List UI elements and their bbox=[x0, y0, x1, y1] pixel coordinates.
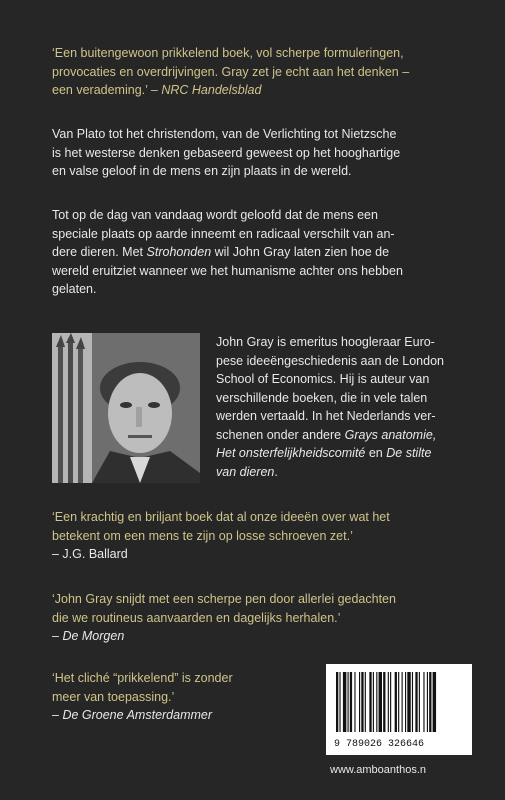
barcode-bar bbox=[361, 672, 363, 732]
review-quote-groene: ‘Het cliché “prikkelend” is zonder meer van toepassing.’ – De Groene Amsterdammer bbox=[52, 671, 233, 722]
author-portrait-image bbox=[52, 333, 200, 483]
barcode-bar bbox=[415, 672, 417, 732]
book-title: Grays anatomie, bbox=[344, 427, 437, 442]
blurb-paragraph-1: Van Plato tot het christendom, van de Verlichting tot Nietzsche is het westerse denken gebaseerd geweest op het hooghartige en valse geloof in de mens en zijn plaats in de wereld. bbox=[52, 127, 401, 178]
barcode-bar bbox=[419, 672, 420, 732]
barcode-bar bbox=[395, 672, 397, 732]
book-title: Strohonden bbox=[146, 245, 212, 259]
review-quote-de-morgen: ‘John Gray snijdt met een scherpe pen door allerlei gedachten die we routineus aanvaarden en dagelijks herhalen.’ – De Morgen bbox=[52, 592, 396, 643]
quote-source: De Morgen bbox=[62, 629, 125, 643]
barcode-bar bbox=[427, 672, 428, 732]
barcode-bar bbox=[336, 672, 338, 732]
barcode-bar bbox=[359, 672, 360, 732]
book-title: Het onsterfelijkheidscomité bbox=[216, 446, 366, 460]
quote-source: De Groene Amsterdammer bbox=[62, 708, 213, 722]
publisher-website: www.amboanthos.n bbox=[330, 764, 426, 776]
quote-source: NRC Handelsblad bbox=[161, 83, 262, 97]
barcode-bar bbox=[379, 672, 382, 732]
isbn-number: 9 789026 326646 bbox=[334, 739, 425, 750]
barcode-bar bbox=[402, 672, 403, 732]
barcode-bar bbox=[412, 672, 413, 732]
barcode-bar bbox=[398, 672, 399, 732]
barcode-bar bbox=[383, 672, 385, 732]
author-bio: John Gray is emeritus hoogleraar Euro- pese ideeëngeschiedenis aan de London School of Economics. Hij is auteur van verschillende boeken, die in vele talen werden vertaald. In het Nederlands ver- schenen onder andere Grays anatomie, Het onsterfelijkheidscomité en De stilte van dieren. bbox=[216, 335, 444, 479]
barcode-bar bbox=[376, 672, 377, 732]
barcode-bar bbox=[429, 672, 431, 732]
review-quote-ballard: ‘Een krachtig en briljant boek dat al onze ideeën over wat het betekent om een mens te zijn op losse schroeven zet.’ – J.G. Ballard bbox=[52, 508, 390, 564]
barcode-bar bbox=[407, 672, 410, 732]
barcode-bar bbox=[369, 672, 371, 732]
barcode-bar bbox=[350, 672, 352, 732]
barcode-bar bbox=[433, 672, 436, 732]
isbn-barcode bbox=[326, 664, 472, 755]
author-photo bbox=[52, 333, 200, 483]
barcode-bar bbox=[354, 672, 355, 732]
quote-source: – J.G. Ballard bbox=[52, 547, 128, 561]
barcode-bar bbox=[339, 672, 340, 732]
barcode-bar bbox=[348, 672, 349, 732]
barcode-bar bbox=[390, 672, 391, 732]
book-title: De stilte bbox=[386, 446, 432, 460]
barcode-bar bbox=[373, 672, 374, 732]
barcode-bars bbox=[326, 664, 472, 755]
blurb-paragraph-2: Tot op de dag van vandaag wordt geloofd dat de mens een speciale plaats op aarde inneemt en radicaal verschilt van an- dere dieren. Met Strohonden wil John Gray laten zien hoe de wereld eruitziet wanneer we het humanisme achter ons hebben gelaten. bbox=[52, 208, 403, 296]
barcode-bar bbox=[423, 672, 424, 732]
book-title: van dieren bbox=[216, 464, 275, 479]
barcode-bar bbox=[405, 672, 406, 732]
review-quote-nrc: ‘Een buitengewoon prikkelend boek, vol scherpe formuleringen, provocaties en overdrijvingen. Gray zet je echt aan het denken – een verademing.’ – NRC Handelsblad bbox=[52, 46, 410, 97]
barcode-bar bbox=[388, 672, 389, 732]
barcode-bar bbox=[343, 672, 346, 732]
barcode-bar bbox=[365, 672, 366, 732]
